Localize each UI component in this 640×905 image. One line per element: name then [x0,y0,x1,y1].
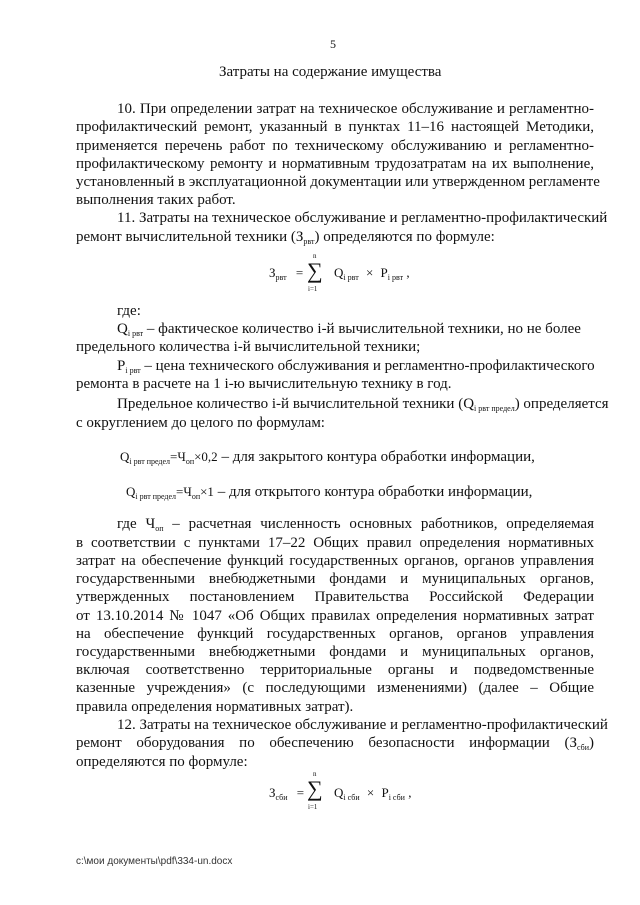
p11-line: ремонт вычислительной техники $(З_{рвт})$ определяются по формуле: [76,229,495,246]
p10-line: профилактический ремонт, указанный в пунктах 11–16 настоящей Методики, [76,119,594,135]
workers-def-line: государственными внебюджетными фондами и муниципальных органов, [76,571,594,587]
formula-lhs: $З_{сби}$ = [269,785,305,802]
sum-lower-limit: i=1 [308,285,318,293]
def-p-line: ремонта в расчете на 1 i-ю вычислительную технику в год. [76,376,452,392]
workers-def-line: где $Ч_{оп}$ – расчетная численность основных работников, определяемая [117,516,594,533]
def-q-line: предельного количества i-й вычислительной техники; [76,339,421,355]
formula-open-contour: $Q_{i рвт предел}=Ч_{оп}\times 1$ – для открытого контура обработки информации, [126,484,533,501]
p12-line: ремонт оборудования по обеспечению безопасности информации $(З_{сби})$ [76,735,594,752]
footer-file-path: c:\мои документы\pdf\334-un.docx [76,856,233,867]
sum-upper-limit: n [313,770,317,778]
where-label: где: [117,303,141,319]
p10-line: применяется перечень работ по техническому обслуживанию и регламентно- [76,138,594,154]
summation-sign: ∑ [307,776,323,801]
workers-def-line: утвержденных постановлением Правительства Российской Федерации [76,589,594,605]
p10-line: выполнения таких работ. [76,192,236,208]
section-title: Затраты на содержание имущества [219,64,442,80]
p10-line: установленный в эксплуатационной документации или утвержденном регламенте [76,174,600,190]
page-number: 5 [330,37,336,51]
workers-def-line: казенные учреждения» (с последующими изменениями) (далее – Общие [76,680,594,696]
workers-def-line: государственными внебюджетными фондами и муниципальных органов, [76,644,594,660]
limit-line: Предельное количество i-й вычислительной техники $(Q_{i рвт предел})$ определяется [117,396,609,413]
summation-sign: ∑ [307,258,323,283]
formula-rhs: $Q_{i рвт} \times P_{i рвт}$ , [334,265,410,282]
p10-line: 10. При определении затрат на техническое обслуживание и регламентно- [117,101,594,117]
workers-def-line: от 13.10.2014 № 1047 «Об Общих правилах определения нормативных затрат [76,608,594,624]
def-q-line: $Q_{i рвт}$ – фактическое количество i-й вычислительной техники, но не более [117,321,581,338]
formula-lhs: $З_{рвт}$ = [269,265,304,282]
workers-def-line: затрат на обеспечение функций государственных органов, органов управления [76,553,594,569]
p12-line: 12. Затраты на техническое обслуживание и регламентно-профилактический [117,717,608,733]
workers-def-line: включая соответственно территориальные органы и подведомственные [76,662,594,678]
p10-line: профилактическому ремонту и нормативным трудозатратам на их выполнение, [76,156,594,172]
sum-upper-limit: n [313,252,317,260]
workers-def-line: на обеспечение функций государственных органов, органов управления [76,626,594,642]
def-p-line: $P_{i рвт}$ – цена технического обслуживания и регламентно-профилактического [117,358,595,375]
workers-def-line: в соответствии с пунктами 17–22 Общих правил определения нормативных [76,535,594,551]
workers-def-line: правила определения нормативных затрат). [76,699,354,715]
p12-line: определяются по формуле: [76,754,248,770]
formula-rhs: $Q_{i сби} \times P_{i сби}$ , [334,785,412,802]
p11-line: 11. Затраты на техническое обслуживание и регламентно-профилактический [117,210,608,226]
formula-closed-contour: $Q_{i рвт предел}=Ч_{оп}\times 0,2$ – для закрытого контура обработки информации, [120,449,535,466]
limit-line: с округлением до целого по формулам: [76,415,325,431]
sum-lower-limit: i=1 [308,803,318,811]
